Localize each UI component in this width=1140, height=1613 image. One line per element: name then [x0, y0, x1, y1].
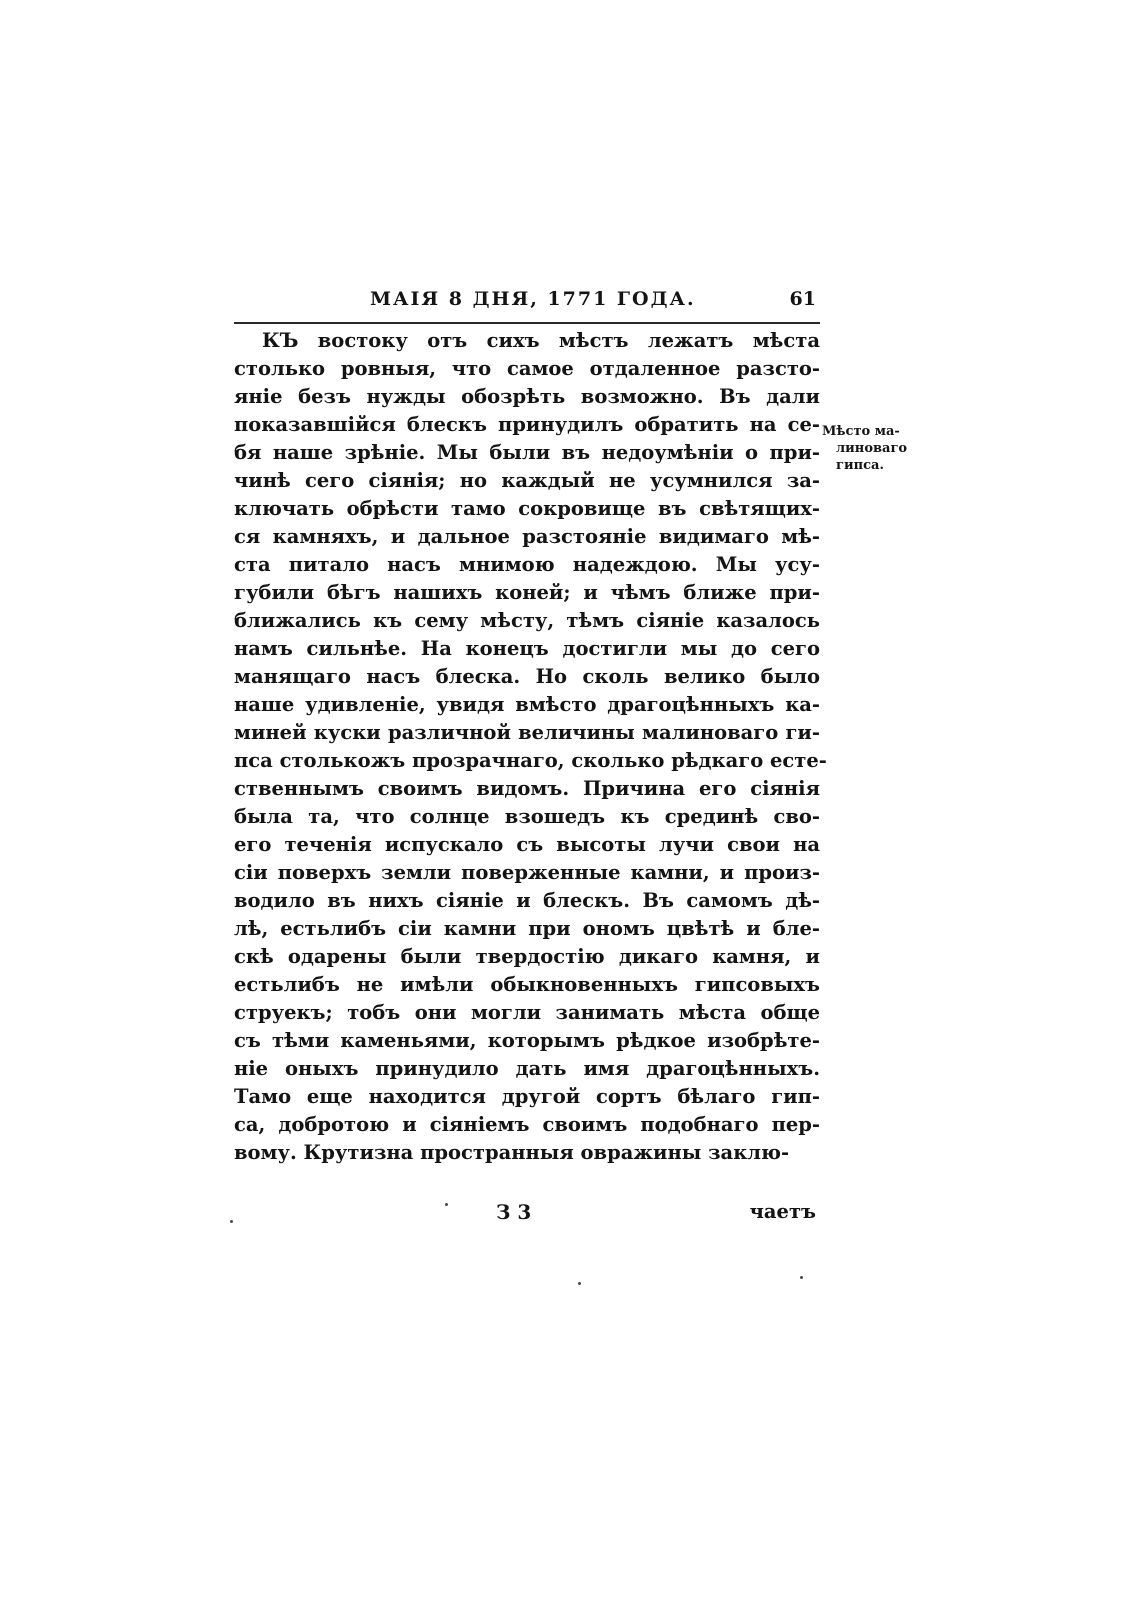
ink-speck: [578, 1282, 581, 1285]
text-line: струекъ; тобъ они могли занимать мѣста обще: [234, 1001, 820, 1024]
text-line: ближались къ сему мѣсту, тѣмъ сіяніе казалось: [234, 609, 820, 632]
text-line: показавшійся блескъ принудилъ обратить на се-: [234, 413, 820, 436]
margin-note: [822, 423, 918, 474]
running-head: [234, 288, 820, 316]
text-line: чинѣ сего сіянія; но каждый не усумнился за-: [234, 469, 820, 492]
margin-note-line: Мѣсто ма-: [822, 424, 900, 439]
text-line: лѣ, естьлибъ сіи камни при ономъ цвѣтѣ и бле-: [234, 917, 820, 940]
text-line: скѣ одарены были твердостію дикаго камня, и: [234, 945, 820, 968]
text-line: пса столькожъ прозрачнаго, сколько рѣдкаго есте-: [234, 749, 827, 772]
header-rule: [234, 322, 820, 324]
margin-note-line: линоваго: [836, 441, 908, 456]
text-line: ся камняхъ, и дальное разстояніе видимаго мѣ-: [234, 525, 820, 548]
text-line: КЪ востоку отъ сихъ мѣстъ лежатъ мѣста: [262, 329, 820, 352]
text-line: сіи поверхъ земли поверженные камни, и произ-: [234, 861, 820, 884]
page-footer: [234, 1200, 820, 1228]
ink-speck: [445, 1203, 448, 1206]
text-line: ніе оныхъ принудило дать имя драгоцѣнныхъ.: [234, 1057, 820, 1080]
text-line: водило въ нихъ сіяніе и блескъ. Въ самомъ дѣ-: [234, 889, 820, 912]
text-line: ста питало насъ мнимою надеждою. Мы усу-: [234, 553, 820, 576]
running-title: МАІЯ 8 ДНЯ, 1771 ГОДА.: [370, 288, 696, 310]
ink-speck: [800, 1276, 803, 1279]
text-line: са, добротою и сіяніемъ своимъ подобнаго пер-: [234, 1113, 820, 1136]
page-number: 61: [789, 288, 816, 310]
text-line: съ тѣми каменьями, которымъ рѣдкое изобрѣте-: [234, 1029, 820, 1052]
text-line: ключать обрѣсти тамо сокровище въ свѣтящих-: [234, 497, 820, 520]
catchword: чаетъ: [749, 1200, 816, 1223]
body-text: [234, 327, 827, 1167]
ink-speck: [230, 1220, 233, 1223]
text-line: намъ сильнѣе. На конецъ достигли мы до сего: [234, 637, 820, 660]
text-line: столько ровныя, что самое отдаленное разсто-: [234, 357, 820, 380]
text-line: вому. Крутизна пространныя овражины заклю-: [234, 1141, 790, 1164]
margin-note-line: гипса.: [836, 458, 884, 473]
text-line: ственнымъ своимъ видомъ. Причина его сіянія: [234, 777, 820, 800]
signature-mark: З 3: [496, 1200, 532, 1224]
text-line: бя наше зрѣніе. Мы были въ недоумѣніи о при-: [234, 441, 820, 464]
text-line: манящаго насъ блеска. Но сколь велико было: [234, 665, 820, 688]
text-line: яніе безъ нужды обозрѣть возможно. Въ дали: [234, 385, 820, 408]
text-line: наше удивленіе, увидя вмѣсто драгоцѣнныхъ ка-: [234, 693, 820, 716]
text-line: естьлибъ не имѣли обыкновенныхъ гипсовыхъ: [234, 973, 820, 996]
text-line: губили бѣгъ нашихъ коней; и чѣмъ ближе при-: [234, 581, 820, 604]
text-line: его теченія испускало съ высоты лучи свои на: [234, 833, 820, 856]
text-line: миней куски различной величины малиноваго ги-: [234, 721, 820, 744]
text-line: была та, что солнце взошедъ къ срединѣ сво-: [234, 805, 820, 828]
text-line: Тамо еще находится другой сортъ бѣлаго гип-: [234, 1085, 820, 1108]
